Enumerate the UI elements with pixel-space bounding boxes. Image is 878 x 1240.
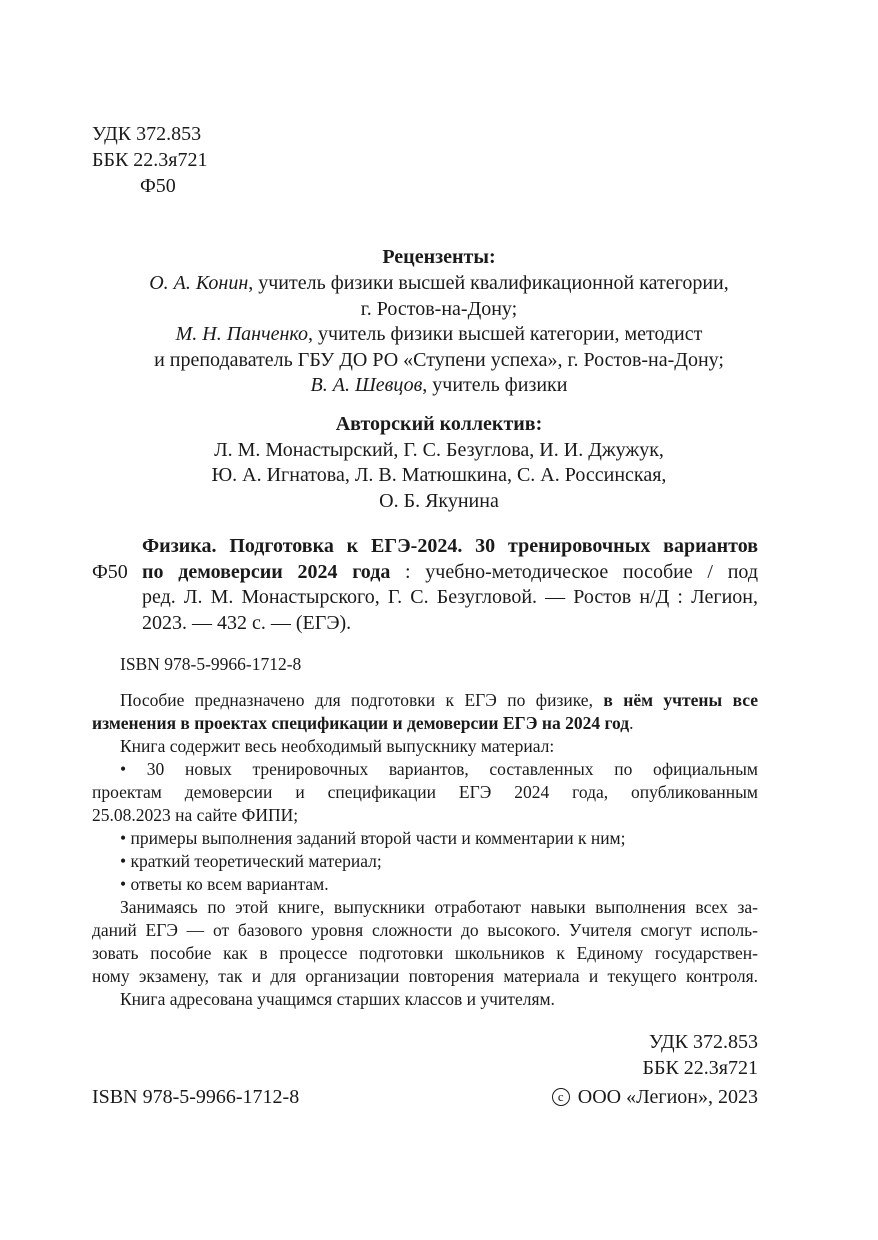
bullet-1-line-1: • 30 новых тренировочных вариантов, составленных по официальным <box>120 759 758 779</box>
annotation-p3-line-3: зовать пособие как в процессе подготовки школьников к Единому государствен- <box>92 943 758 963</box>
footer-copyright <box>552 1085 758 1109</box>
bbk-code: ББК 22.3я721 <box>92 149 208 171</box>
isbn-top: ISBN 978-5-9966-1712-8 <box>120 654 302 674</box>
footer-udk: УДК 372.853 <box>648 1031 758 1053</box>
reviewer-3-name: В. А. Шевцов <box>310 374 423 396</box>
authors-line-3: О. Б. Якунина <box>379 490 499 512</box>
udk-code: УДК 372.853 <box>92 123 202 145</box>
catalog-title-bold: по демоверсии 2024 года <box>142 561 391 583</box>
catalog-title-rest: : учебно-методическое пособие / под <box>390 561 758 583</box>
annotation-p3-line-2: даний ЕГЭ — от базового уровня сложности до высокого. Учителя смогут исполь- <box>92 920 758 940</box>
reviewer-2 <box>0 322 878 346</box>
reviewer-3 <box>0 373 878 397</box>
reviewer-2-text: , учитель физики высшей категории, методист <box>308 323 703 345</box>
copyright-icon: c <box>552 1088 570 1106</box>
annotation-p1-line-2 <box>92 712 633 735</box>
annotation-p1-end: . <box>629 713 634 733</box>
bullet-4: • ответы ко всем вариантам. <box>120 874 329 894</box>
bullet-3: • краткий теоретический материал; <box>120 851 382 871</box>
authors-line-2: Ю. А. Игнатова, Л. В. Матюшкина, С. А. Россинская, <box>211 464 667 486</box>
annotation-p4: Книга адресована учащимся старших классов и учителям. <box>120 989 555 1009</box>
authors-heading: Авторский коллектив: <box>335 413 543 435</box>
annotation-p2: Книга содержит весь необходимый выпускнику материал: <box>120 736 555 756</box>
catalog-author-mark: Ф50 <box>92 561 128 583</box>
reviewer-1-city: г. Ростов-на-Дону; <box>360 298 518 320</box>
catalog-line-4: 2023. — 432 с. — (ЕГЭ). <box>142 612 352 634</box>
annotation-p3-line-4: ному экзамену, так и для организации повторения материала и текущего контроля. <box>92 966 758 986</box>
reviewer-2-name: М. Н. Панченко <box>175 323 309 345</box>
footer-bbk: ББК 22.3я721 <box>642 1057 758 1079</box>
author-mark: Ф50 <box>140 175 176 197</box>
annotation-p1-line-1 <box>120 689 758 712</box>
catalog-title-line-2 <box>142 560 758 584</box>
bullet-1-line-3: 25.08.2023 на сайте ФИПИ; <box>92 805 299 825</box>
reviewer-2-line2: и преподаватель ГБУ ДО РО «Ступени успеха», г. Ростов-на-Дону; <box>154 349 724 371</box>
reviewer-1-name: О. А. Конин <box>149 272 249 294</box>
annotation-p1-bold: в нём учтены все <box>603 690 758 710</box>
bullet-1-line-2: проектам демоверсии и спецификации ЕГЭ 2024 года, опубликованным <box>92 782 758 802</box>
annotation-p1-bold-2: изменения в проектах спецификации и демоверсии ЕГЭ на 2024 год <box>92 713 630 733</box>
reviewers-heading: Рецензенты: <box>382 246 496 268</box>
footer-isbn: ISBN 978-5-9966-1712-8 <box>92 1086 300 1108</box>
bullet-2: • примеры выполнения заданий второй части и комментарии к ним; <box>120 828 626 848</box>
annotation-p3-line-1: Занимаясь по этой книге, выпускники отработают навыки выполнения всех за- <box>120 897 758 917</box>
reviewer-1 <box>0 271 878 295</box>
copyright-text: ООО «Легион», 2023 <box>577 1086 758 1108</box>
catalog-title-line-1: Физика. Подготовка к ЕГЭ-2024. 30 тренировочных вариантов <box>142 535 758 557</box>
authors-line-1: Л. М. Монастырский, Г. С. Безуглова, И. И. Джужук, <box>214 439 664 461</box>
reviewer-3-text: , учитель физики <box>422 374 568 396</box>
reviewer-1-text: , учитель физики высшей квалификационной категории, <box>248 272 729 294</box>
catalog-line-3: ред. Л. М. Монастырского, Г. С. Безугловой. — Ростов н/Д : Легион, <box>142 586 758 608</box>
annotation-p1-normal: Пособие предназначено для подготовки к ЕГЭ по физике, <box>120 690 604 710</box>
